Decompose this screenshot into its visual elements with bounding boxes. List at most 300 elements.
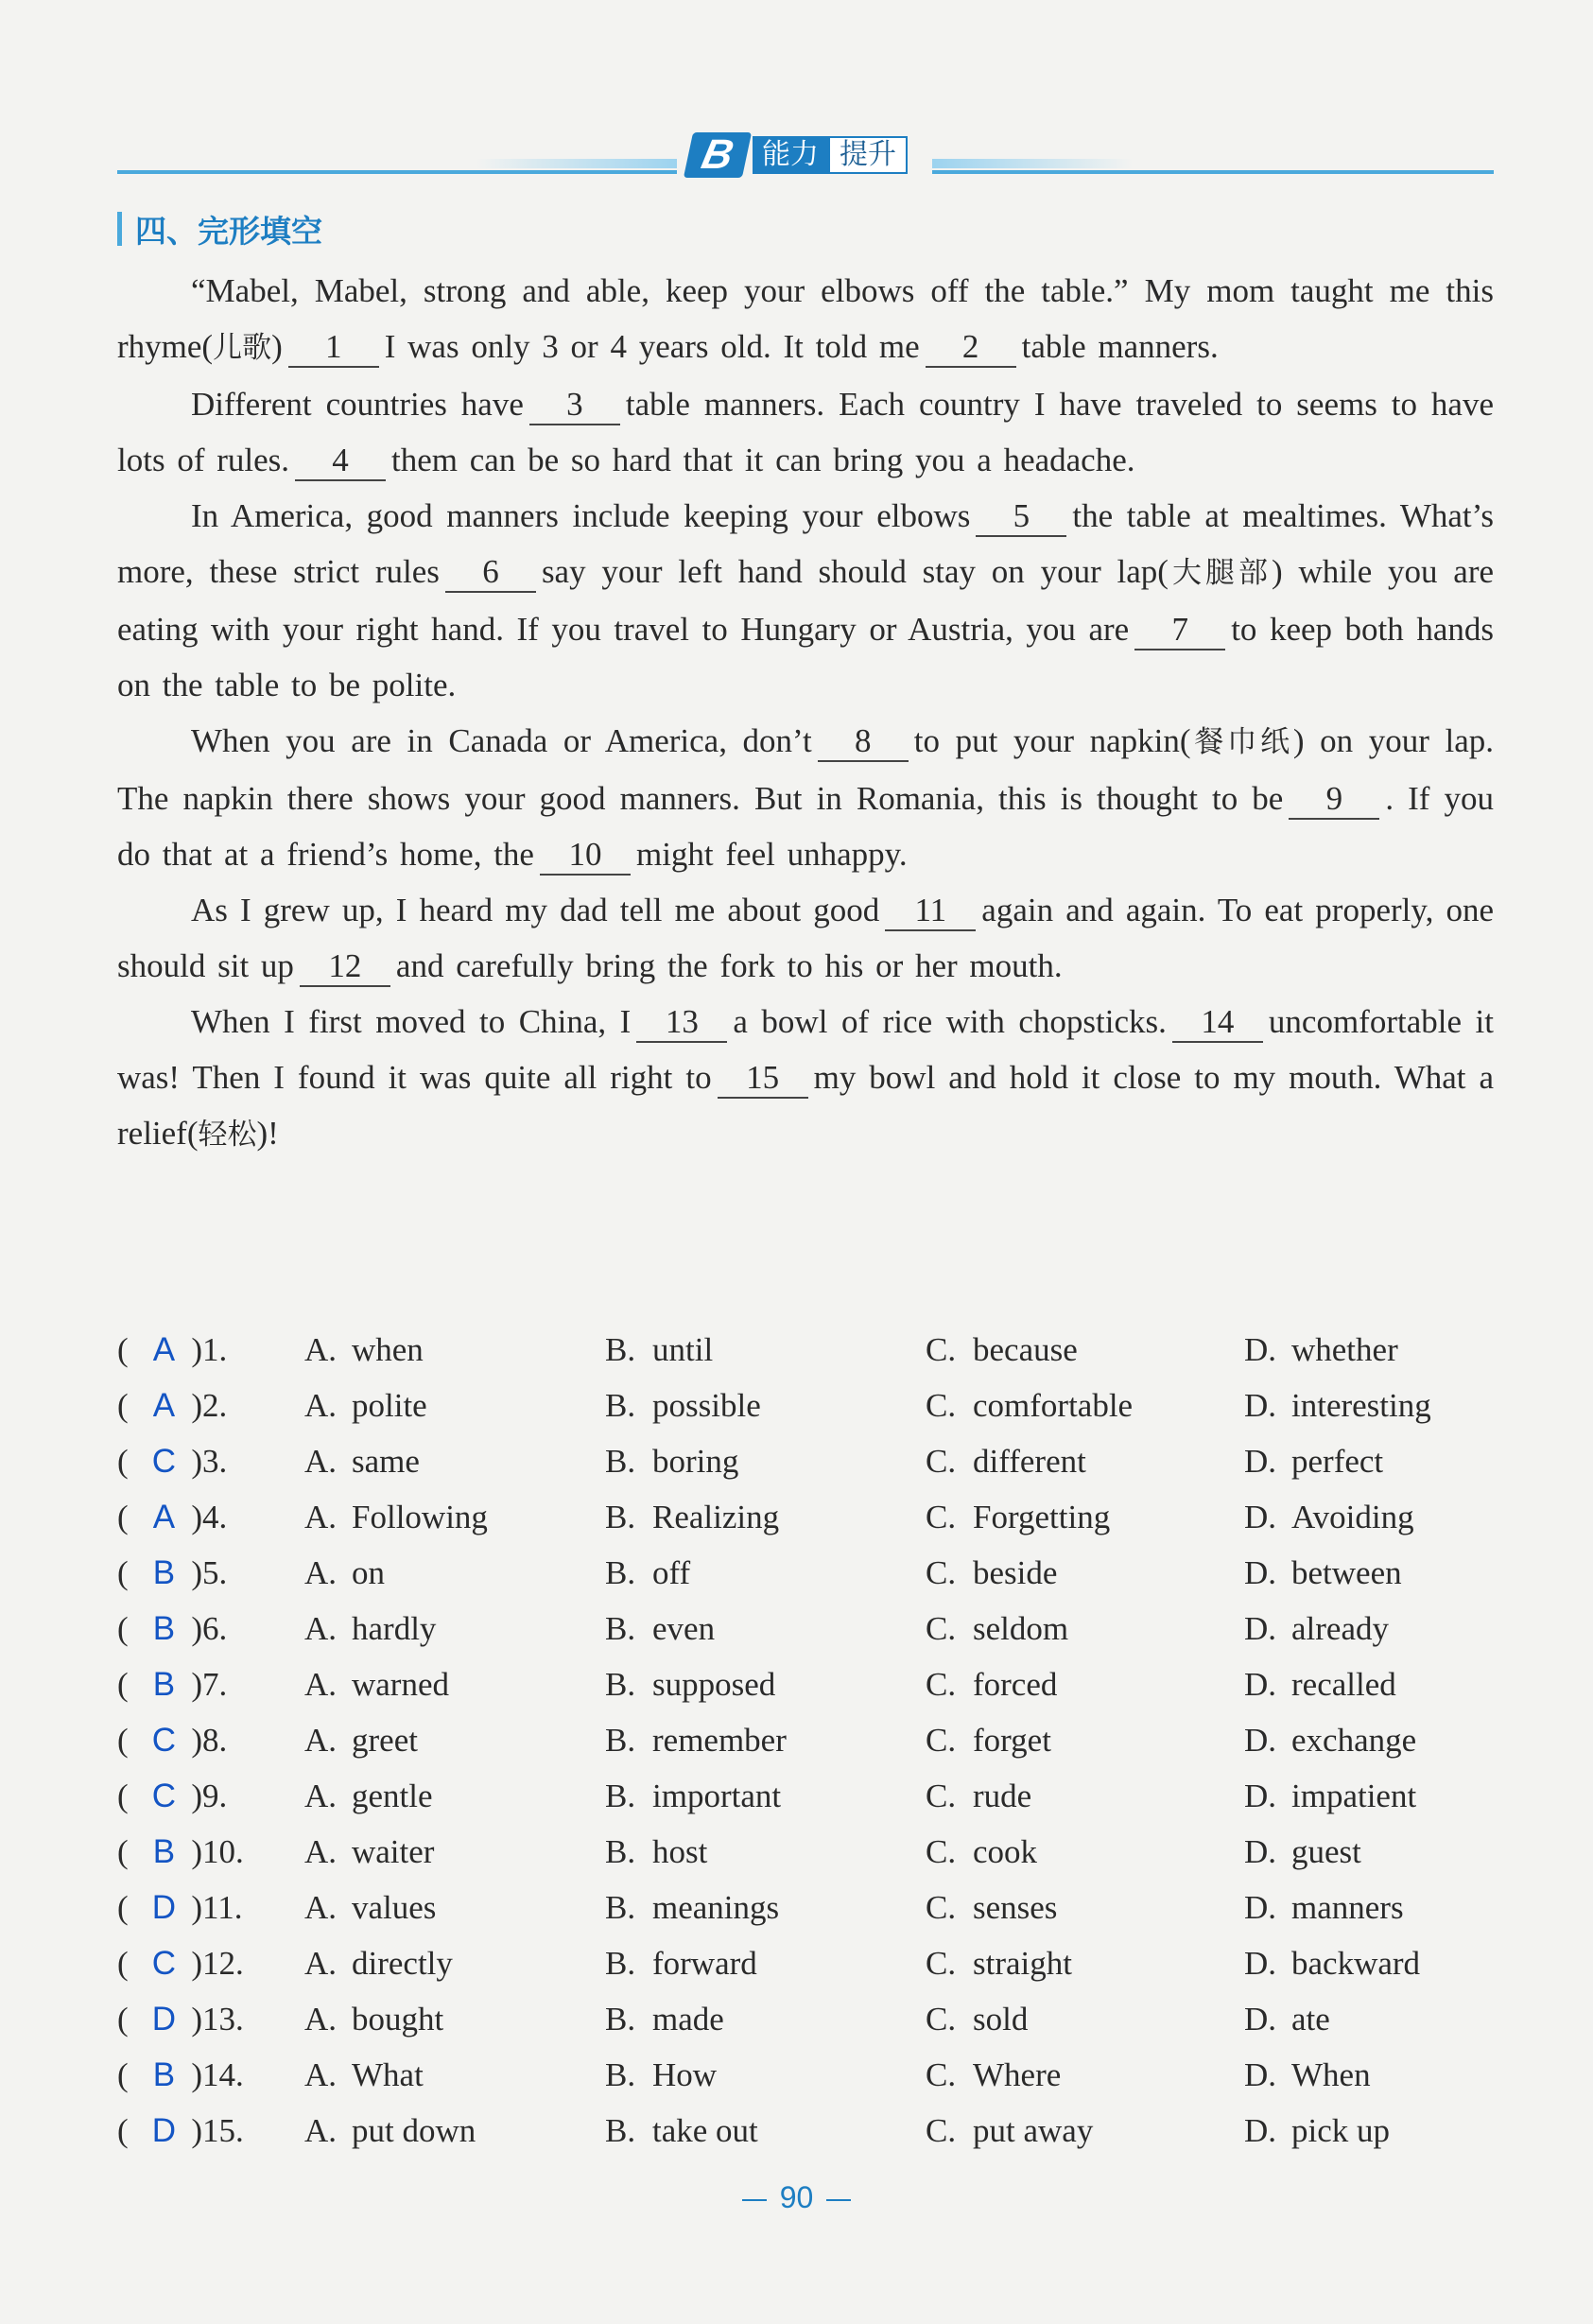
- option-b: [605, 1768, 781, 1824]
- option-d: [1244, 1880, 1404, 1935]
- option-text: gentle: [352, 1778, 433, 1814]
- option-label: D.: [1244, 1778, 1277, 1814]
- option-c: [926, 1378, 1133, 1433]
- question-row: [117, 1322, 1494, 1378]
- option-label: A.: [304, 1833, 338, 1870]
- option-text: forward: [652, 1945, 757, 1982]
- text: uncomfortable it was! Then I found it was quite all right to: [117, 1003, 1494, 1096]
- option-b: [605, 1935, 757, 1991]
- option-text: forced: [973, 1666, 1058, 1703]
- paragraph-6: [117, 994, 1494, 1163]
- option-label: B.: [605, 1889, 636, 1926]
- heading-bar: [117, 212, 122, 246]
- banner-rule-accent-right: [932, 159, 1133, 168]
- option-label: B.: [605, 1722, 636, 1759]
- text: them can be so hard that it can bring you a headache.: [391, 442, 1135, 478]
- answer-choice: D: [151, 2001, 177, 2038]
- option-text: take out: [652, 2112, 758, 2149]
- option-b: [605, 2103, 758, 2159]
- question-number: ( B )6.: [117, 1601, 227, 1656]
- option-text: sold: [973, 2001, 1029, 2038]
- question-row: [117, 1768, 1494, 1824]
- option-text: ate: [1291, 2001, 1330, 2038]
- option-text: cook: [973, 1833, 1038, 1870]
- question-row: [117, 1824, 1494, 1880]
- option-c: [926, 1991, 1028, 2047]
- level-word-1: 能力: [753, 136, 828, 174]
- question-row: [117, 1601, 1494, 1656]
- option-b: [605, 1991, 724, 2047]
- option-d: [1244, 1991, 1330, 2047]
- blank-2: 2: [926, 328, 1016, 368]
- option-label: D.: [1244, 1443, 1277, 1480]
- blank-13: 13: [636, 1003, 727, 1043]
- question-number: ( B )14.: [117, 2047, 244, 2103]
- question-row: [117, 1656, 1494, 1712]
- option-d: [1244, 2103, 1390, 2159]
- text: Different countries have: [191, 386, 524, 423]
- option-c: [926, 1433, 1086, 1489]
- option-d: [1244, 1322, 1398, 1378]
- question-row: [117, 2103, 1494, 2159]
- question-index: )12.: [191, 1945, 244, 1982]
- option-label: B.: [605, 1443, 636, 1480]
- option-text: Following: [352, 1499, 488, 1535]
- option-c: [926, 1656, 1057, 1712]
- question-number: ( C )12.: [117, 1935, 244, 1991]
- option-text: polite: [352, 1387, 427, 1424]
- answer-choice: B: [152, 1833, 176, 1870]
- answer-choice: A: [152, 1499, 176, 1535]
- option-text: perfect: [1291, 1443, 1384, 1480]
- paragraph-1: [117, 263, 1494, 376]
- text: . If you do that at a friend’s home, the: [117, 780, 1495, 873]
- blank-11: 11: [885, 892, 976, 931]
- blank-8: 8: [818, 722, 909, 762]
- option-a: [304, 1824, 434, 1880]
- option-c: [926, 1768, 1031, 1824]
- option-d: [1244, 1378, 1431, 1433]
- text-cn: 大腿部: [1168, 556, 1273, 590]
- question-number: ( B )7.: [117, 1656, 227, 1712]
- option-label: A.: [304, 1945, 338, 1982]
- option-text: comfortable: [973, 1387, 1134, 1424]
- option-label: C.: [926, 1443, 957, 1480]
- option-text: host: [652, 1833, 708, 1870]
- option-label: B.: [605, 2001, 636, 2038]
- text: ) on your lap. The napkin there shows your good manners. But in Romania, this is thought to be: [117, 722, 1495, 817]
- option-label: A.: [304, 2001, 338, 2038]
- option-label: C.: [926, 1722, 957, 1759]
- option-label: B.: [605, 1499, 636, 1535]
- answer-choice: B: [152, 1554, 176, 1591]
- banner-rule-accent-left: [476, 159, 677, 168]
- option-label: D.: [1244, 1833, 1277, 1870]
- option-label: B.: [605, 2112, 636, 2149]
- option-b: [605, 1433, 738, 1489]
- option-label: B.: [605, 1833, 636, 1870]
- option-text: manners: [1291, 1889, 1404, 1926]
- option-d: [1244, 1545, 1402, 1601]
- option-label: D.: [1244, 1610, 1277, 1647]
- option-b: [605, 1378, 761, 1433]
- blank-15: 15: [718, 1059, 808, 1099]
- question-row: [117, 1489, 1494, 1545]
- text-cn: 餐巾纸: [1190, 725, 1293, 759]
- question-number: ( A )2.: [117, 1378, 227, 1433]
- option-c: [926, 2103, 1093, 2159]
- question-index: )5.: [191, 1554, 228, 1591]
- text: As I grew up, I heard my dad tell me about good: [191, 892, 880, 928]
- blank-10: 10: [540, 836, 631, 876]
- question-index: )1.: [191, 1331, 228, 1368]
- option-d: [1244, 2047, 1371, 2103]
- page-number: [0, 2180, 1593, 2215]
- option-text: forget: [973, 1722, 1051, 1759]
- option-label: D.: [1244, 2001, 1277, 2038]
- option-d: [1244, 1824, 1361, 1880]
- option-text: rude: [973, 1778, 1032, 1814]
- question-number: ( D )11.: [117, 1880, 243, 1935]
- option-text: meanings: [652, 1889, 780, 1926]
- text: and carefully bring the fork to his or her mouth.: [395, 947, 1063, 984]
- question-number: ( A )4.: [117, 1489, 227, 1545]
- question-index: )7.: [191, 1666, 228, 1703]
- option-label: B.: [605, 1387, 636, 1424]
- option-b: [605, 1545, 690, 1601]
- blank-5: 5: [976, 497, 1066, 537]
- option-c: [926, 2047, 1061, 2103]
- question-row: [117, 1545, 1494, 1601]
- blank-12: 12: [300, 947, 390, 987]
- question-row: [117, 1433, 1494, 1489]
- option-text: interesting: [1291, 1387, 1431, 1424]
- option-d: [1244, 1935, 1420, 1991]
- answer-choice: D: [151, 1889, 177, 1926]
- text: When you are in Canada or America, don’t: [191, 722, 812, 759]
- banner-rule-left: [117, 170, 677, 174]
- option-label: A.: [304, 2112, 338, 2149]
- text: again and again. To eat properly, one should sit up: [117, 892, 1494, 984]
- option-b: [605, 1322, 713, 1378]
- question-number: ( C )8.: [117, 1712, 227, 1768]
- text: might feel unhappy.: [635, 836, 908, 873]
- option-label: D.: [1244, 1387, 1277, 1424]
- blank-4: 4: [295, 442, 386, 481]
- option-label: D.: [1244, 1331, 1277, 1368]
- paragraph-4: [117, 713, 1494, 882]
- cloze-passage: [117, 263, 1494, 1163]
- option-b: [605, 1601, 715, 1656]
- option-label: A.: [304, 1610, 338, 1647]
- level-badge: [688, 132, 908, 178]
- section-heading: [117, 208, 322, 250]
- option-c: [926, 1322, 1078, 1378]
- option-a: [304, 1601, 436, 1656]
- option-a: [304, 1935, 453, 1991]
- option-label: D.: [1244, 1722, 1277, 1759]
- option-b: [605, 1824, 707, 1880]
- option-text: hardly: [352, 1610, 437, 1647]
- option-text: What: [352, 2056, 424, 2093]
- option-text: made: [652, 2001, 724, 2038]
- option-label: D.: [1244, 1499, 1277, 1535]
- option-a: [304, 1880, 436, 1935]
- option-label: B.: [605, 1331, 636, 1368]
- paragraph-5: [117, 882, 1494, 994]
- answer-options: [117, 1322, 1494, 2159]
- option-text: exchange: [1291, 1722, 1417, 1759]
- option-text: supposed: [652, 1666, 776, 1703]
- option-label: C.: [926, 1889, 957, 1926]
- answer-choice: C: [151, 1722, 177, 1759]
- option-text: different: [973, 1443, 1086, 1480]
- answer-choice: B: [152, 2056, 176, 2093]
- text: to keep both hands on the table to be polite.: [117, 611, 1494, 703]
- option-text: between: [1291, 1554, 1402, 1591]
- option-label: B.: [605, 1778, 636, 1814]
- option-a: [304, 1545, 385, 1601]
- option-text: beside: [973, 1554, 1058, 1591]
- option-label: C.: [926, 2056, 957, 2093]
- page-number-text: 90: [779, 2180, 814, 2214]
- option-d: [1244, 1489, 1414, 1545]
- text: to put your napkin(: [913, 722, 1191, 759]
- option-label: A.: [304, 1331, 338, 1368]
- option-c: [926, 1824, 1037, 1880]
- blank-14: 14: [1172, 1003, 1263, 1043]
- option-label: A.: [304, 1499, 338, 1535]
- level-word-2: 提升: [828, 136, 908, 174]
- question-row: [117, 1712, 1494, 1768]
- question-number: ( B )5.: [117, 1545, 227, 1601]
- answer-choice: A: [152, 1331, 176, 1368]
- option-text: When: [1291, 2056, 1371, 2093]
- option-label: D.: [1244, 1666, 1277, 1703]
- option-text: Avoiding: [1291, 1499, 1414, 1535]
- option-text: even: [652, 1610, 716, 1647]
- question-index: )10.: [191, 1833, 244, 1870]
- answer-choice: C: [151, 1778, 177, 1814]
- answer-choice: C: [151, 1945, 177, 1982]
- dash-right: [826, 2199, 851, 2201]
- option-label: D.: [1244, 1945, 1277, 1982]
- option-c: [926, 1601, 1068, 1656]
- question-index: )15.: [191, 2112, 244, 2149]
- question-row: [117, 1991, 1494, 2047]
- question-index: )6.: [191, 1610, 228, 1647]
- answer-choice: C: [151, 1443, 177, 1480]
- option-label: C.: [926, 1554, 957, 1591]
- option-text: senses: [973, 1889, 1058, 1926]
- option-text: impatient: [1291, 1778, 1417, 1814]
- option-text: greet: [352, 1722, 418, 1759]
- question-row: [117, 2047, 1494, 2103]
- text: table manners.: [1021, 328, 1219, 365]
- question-number: ( B )10.: [117, 1824, 244, 1880]
- option-label: C.: [926, 2001, 957, 2038]
- option-text: important: [652, 1778, 782, 1814]
- question-number: ( C )9.: [117, 1768, 227, 1824]
- answer-choice: B: [152, 1666, 176, 1703]
- option-label: B.: [605, 1945, 636, 1982]
- option-label: A.: [304, 1387, 338, 1424]
- option-text: How: [652, 2056, 718, 2093]
- option-a: [304, 1712, 418, 1768]
- option-c: [926, 1880, 1057, 1935]
- option-label: A.: [304, 1722, 338, 1759]
- option-c: [926, 1712, 1051, 1768]
- paragraph-3: [117, 488, 1494, 713]
- question-index: )9.: [191, 1778, 228, 1814]
- option-text: possible: [652, 1387, 761, 1424]
- option-b: [605, 1712, 787, 1768]
- option-d: [1244, 1601, 1389, 1656]
- heading-text: 四、完形填空: [135, 212, 322, 250]
- option-text: whether: [1291, 1331, 1398, 1368]
- option-a: [304, 1991, 443, 2047]
- question-row: [117, 1378, 1494, 1433]
- option-a: [304, 1489, 488, 1545]
- text-cn: 儿歌: [213, 331, 272, 365]
- option-label: C.: [926, 1666, 957, 1703]
- blank-9: 9: [1289, 780, 1379, 820]
- option-a: [304, 1768, 433, 1824]
- option-label: D.: [1244, 2056, 1277, 2093]
- option-label: C.: [926, 1610, 957, 1647]
- section-banner: [117, 132, 1494, 180]
- banner-rule-right: [932, 170, 1494, 174]
- text: In America, good manners include keeping your elbows: [191, 497, 971, 534]
- question-row: [117, 1935, 1494, 1991]
- option-label: B.: [605, 1554, 636, 1591]
- option-label: A.: [304, 1778, 338, 1814]
- option-text: same: [352, 1443, 420, 1480]
- option-text: waiter: [352, 1833, 435, 1870]
- option-d: [1244, 1712, 1416, 1768]
- option-text: already: [1291, 1610, 1389, 1647]
- option-text: values: [352, 1889, 437, 1926]
- text-cn: 轻松: [198, 1118, 257, 1152]
- option-text: boring: [652, 1443, 739, 1480]
- option-text: until: [652, 1331, 714, 1368]
- question-number: ( A )1.: [117, 1322, 227, 1378]
- option-label: A.: [304, 1666, 338, 1703]
- question-index: )4.: [191, 1499, 228, 1535]
- option-a: [304, 1378, 427, 1433]
- text: ): [271, 328, 283, 365]
- text: I was only 3 or 4 years old. It told me: [384, 328, 920, 365]
- option-text: bought: [352, 2001, 444, 2038]
- option-text: on: [352, 1554, 385, 1591]
- option-label: A.: [304, 1889, 338, 1926]
- text: When I first moved to China, I: [191, 1003, 632, 1040]
- option-text: off: [652, 1554, 691, 1591]
- option-label: C.: [926, 1331, 957, 1368]
- option-text: Forgetting: [973, 1499, 1111, 1535]
- option-label: C.: [926, 1778, 957, 1814]
- text: )!: [256, 1115, 279, 1152]
- option-text: Realizing: [652, 1499, 780, 1535]
- option-label: C.: [926, 2112, 957, 2149]
- option-text: straight: [973, 1945, 1072, 1982]
- question-row: [117, 1880, 1494, 1935]
- option-text: guest: [1291, 1833, 1361, 1870]
- text: ) while you are eating with your right hand. If you travel to Hungary or Austria, you are: [117, 553, 1495, 648]
- question-index: )13.: [191, 2001, 244, 2038]
- option-b: [605, 2047, 717, 2103]
- text: say your left hand should stay on your lap(: [541, 553, 1169, 590]
- option-label: C.: [926, 1499, 957, 1535]
- text: my bowl and hold it close to my mouth. What a relief(: [117, 1059, 1494, 1152]
- option-text: backward: [1291, 1945, 1421, 1982]
- question-index: )3.: [191, 1443, 228, 1480]
- question-number: ( D )13.: [117, 1991, 244, 2047]
- option-b: [605, 1489, 779, 1545]
- blank-6: 6: [445, 553, 536, 593]
- option-label: B.: [605, 1610, 636, 1647]
- blank-1: 1: [288, 328, 379, 368]
- option-label: A.: [304, 1554, 338, 1591]
- paragraph-2: [117, 376, 1494, 488]
- option-label: D.: [1244, 1889, 1277, 1926]
- question-index: )11.: [191, 1889, 243, 1926]
- option-label: A.: [304, 1443, 338, 1480]
- text: table manners. Each country I have traveled to seems to have lots of rules.: [117, 386, 1495, 478]
- option-d: [1244, 1656, 1396, 1712]
- option-text: remember: [652, 1722, 787, 1759]
- option-c: [926, 1545, 1057, 1601]
- option-a: [304, 1322, 424, 1378]
- option-label: C.: [926, 1833, 957, 1870]
- option-text: seldom: [973, 1610, 1069, 1647]
- option-text: pick up: [1291, 2112, 1391, 2149]
- answer-choice: D: [151, 2112, 177, 2149]
- option-text: directly: [352, 1945, 453, 1982]
- option-text: recalled: [1291, 1666, 1396, 1703]
- option-text: warned: [352, 1666, 450, 1703]
- option-label: A.: [304, 2056, 338, 2093]
- option-a: [304, 2103, 476, 2159]
- text: a bowl of rice with chopsticks.: [733, 1003, 1167, 1040]
- option-a: [304, 2047, 424, 2103]
- option-text: put down: [352, 2112, 476, 2149]
- option-label: D.: [1244, 1554, 1277, 1591]
- level-letter: B: [684, 132, 752, 178]
- question-number: ( D )15.: [117, 2103, 244, 2159]
- question-index: )8.: [191, 1722, 228, 1759]
- blank-3: 3: [529, 386, 620, 425]
- answer-choice: B: [152, 1610, 176, 1647]
- option-label: C.: [926, 1945, 957, 1982]
- question-index: )14.: [191, 2056, 244, 2093]
- option-text: because: [973, 1331, 1078, 1368]
- option-c: [926, 1935, 1072, 1991]
- option-b: [605, 1880, 779, 1935]
- option-text: put away: [973, 2112, 1094, 2149]
- option-d: [1244, 1768, 1416, 1824]
- text: the table at mealtimes. What’s more, these strict rules: [117, 497, 1494, 590]
- option-label: C.: [926, 1387, 957, 1424]
- option-text: when: [352, 1331, 424, 1368]
- answer-choice: A: [152, 1387, 176, 1424]
- blank-7: 7: [1134, 611, 1225, 650]
- option-d: [1244, 1433, 1383, 1489]
- question-number: ( C )3.: [117, 1433, 227, 1489]
- option-c: [926, 1489, 1110, 1545]
- text: “Mabel, Mabel, strong and able, keep your elbows off the table.” My mom taught me this rhyme(: [117, 272, 1494, 365]
- option-text: Where: [973, 2056, 1062, 2093]
